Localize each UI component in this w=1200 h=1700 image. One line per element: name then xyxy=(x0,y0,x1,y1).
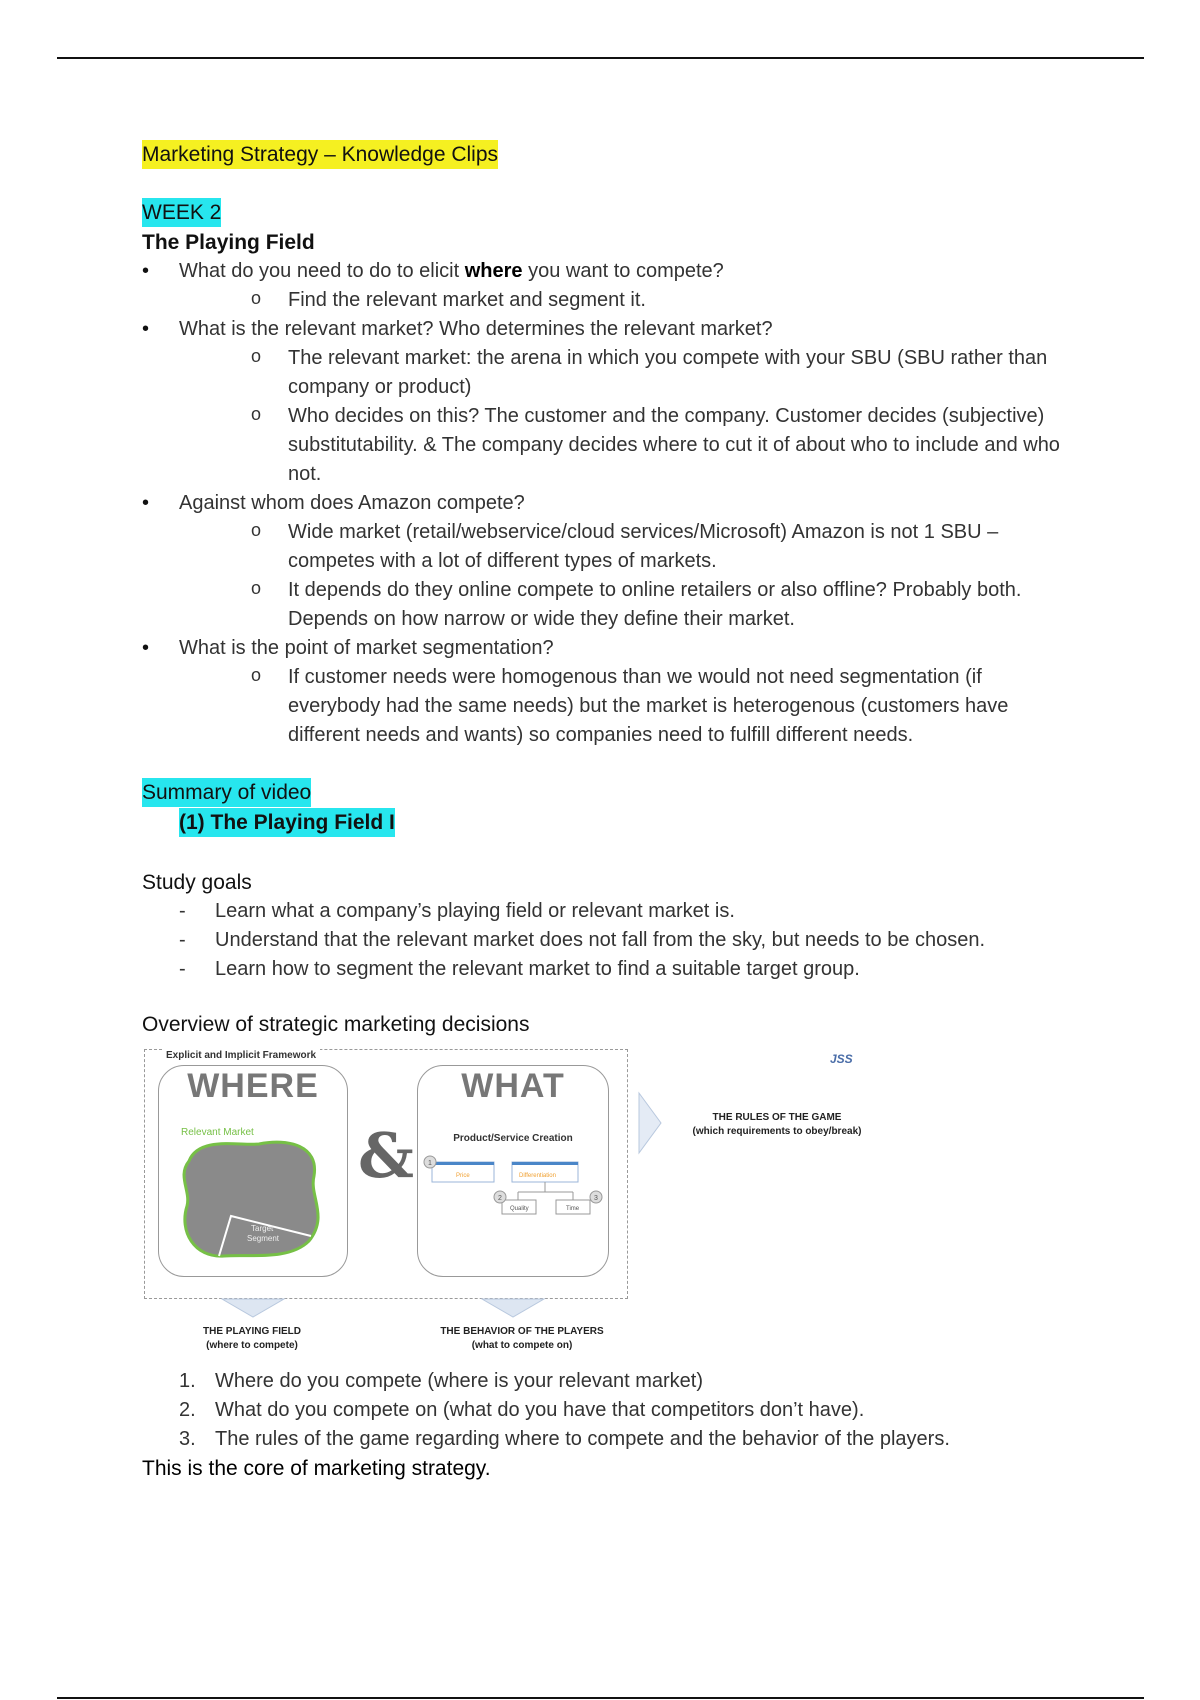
bottom-rule xyxy=(57,1697,1144,1699)
step1-label: 1 xyxy=(428,1160,432,1167)
bullet-icon: • xyxy=(142,637,150,659)
list-item: • Against whom does Amazon compete? xyxy=(142,489,1062,518)
list-item: 1. Where do you compete (where is your relevant market) xyxy=(179,1370,703,1392)
what-label: WHAT xyxy=(461,1067,565,1105)
rules-of-game-label: THE RULES OF THE GAME (which requirements to obey/break) xyxy=(692,1112,862,1137)
circle-bullet-icon: o xyxy=(251,578,262,598)
circle-bullet-icon: o xyxy=(251,288,262,308)
core-statement: This is the core of marketing strategy. xyxy=(142,1457,491,1480)
list-item: • What do you need to do to elicit where you want to compete? xyxy=(142,257,1062,286)
target-segment-label-1: Target xyxy=(251,1224,274,1233)
market-blob-icon xyxy=(159,1066,347,1276)
bullet-icon: • xyxy=(142,260,150,282)
overview-heading: Overview of strategic marketing decisions xyxy=(142,1013,530,1036)
target-segment-label-2: Segment xyxy=(247,1234,280,1243)
section-title: The Playing Field xyxy=(142,231,315,254)
list-item: o If customer needs were homogenous than we would not need segmentation (if everybody had the same needs) but the market is heterogenous (customers have different needs and wants) so companies need to fulfill different needs. xyxy=(142,663,1062,750)
behavior-label: THE BEHAVIOR OF THE PLAYERS (what to compete on) xyxy=(440,1326,604,1351)
ampersand: & xyxy=(358,1119,414,1192)
list-item: - Learn what a company’s playing field or relevant market is. xyxy=(142,897,1062,926)
list-item: 3. The rules of the game regarding where to compete and the behavior of the players. xyxy=(179,1428,950,1450)
chevron-right-icon xyxy=(637,1091,663,1155)
list-item: o The relevant market: the arena in which you compete with your SBU (SBU rather than company or product) xyxy=(142,344,1062,402)
study-goals-list xyxy=(142,897,1062,984)
bullet-icon: • xyxy=(142,318,150,340)
where-box xyxy=(158,1065,348,1277)
numbered-list xyxy=(142,1367,1062,1454)
list-item: • What is the point of market segmentation? xyxy=(142,634,1062,663)
where-label: WHERE xyxy=(187,1067,319,1105)
top-rule xyxy=(57,57,1144,59)
price-label: Price xyxy=(456,1173,470,1179)
product-service-label: Product/Service Creation xyxy=(453,1133,573,1144)
circle-bullet-icon: o xyxy=(251,665,262,685)
circle-bullet-icon: o xyxy=(251,404,262,424)
sub-list xyxy=(142,286,1062,315)
list-item: • What is the relevant market? Who determines the relevant market? xyxy=(142,315,1062,344)
chevron-down-icon xyxy=(220,1297,286,1319)
step3-label: 3 xyxy=(594,1195,598,1202)
document-title: Marketing Strategy – Knowledge Clips xyxy=(142,140,498,169)
logo: JSS xyxy=(830,1052,853,1066)
playing-field-label: THE PLAYING FIELD (where to compete) xyxy=(203,1326,301,1351)
circle-bullet-icon: o xyxy=(251,520,262,540)
study-goals-heading: Study goals xyxy=(142,871,252,894)
list-item: 2. What do you compete on (what do you have that competitors don’t have). xyxy=(179,1399,865,1421)
framework-label: Explicit and Implicit Framework xyxy=(162,1041,320,1070)
list-item: - Understand that the relevant market does not fall from the sky, but needs to be chosen. xyxy=(142,926,1062,955)
circle-bullet-icon: o xyxy=(251,346,262,366)
list-item: o Find the relevant market and segment it. xyxy=(142,286,1062,315)
quality-label: Quality xyxy=(510,1206,529,1212)
dash-bullet-icon: - xyxy=(179,900,186,922)
document-body xyxy=(142,140,1062,1483)
chevron-down-icon xyxy=(480,1297,546,1319)
what-box xyxy=(417,1065,609,1277)
what-tree-icon xyxy=(418,1066,608,1276)
summary-heading: Summary of video xyxy=(142,778,311,807)
time-label: Time xyxy=(566,1206,580,1212)
bullet-icon: • xyxy=(142,492,150,514)
relevant-market-label: Relevant Market xyxy=(181,1127,254,1138)
summary-subheading: (1) The Playing Field I xyxy=(179,808,395,837)
dash-bullet-icon: - xyxy=(179,929,186,951)
week-heading: WEEK 2 xyxy=(142,198,221,227)
list-item: - Learn how to segment the relevant market to find a suitable target group. xyxy=(142,955,1062,984)
step2-label: 2 xyxy=(498,1195,502,1202)
differentiation-label: Differentiation xyxy=(519,1173,556,1179)
list-item: o It depends do they online compete to online retailers or also offline? Probably both. Depends on how narrow or wide they define their market. xyxy=(142,576,1062,634)
strategy-diagram xyxy=(142,1041,1062,1371)
list-item: o Wide market (retail/webservice/cloud services/Microsoft) Amazon is not 1 SBU – competes with a lot of different types of markets. xyxy=(142,518,1062,576)
question-list xyxy=(142,257,1062,286)
list-item: o Who decides on this? The customer and the company. Customer decides (subjective) substitutability. & The company decides where to cut it of about who to include and who not. xyxy=(142,402,1062,489)
dash-bullet-icon: - xyxy=(179,958,186,980)
